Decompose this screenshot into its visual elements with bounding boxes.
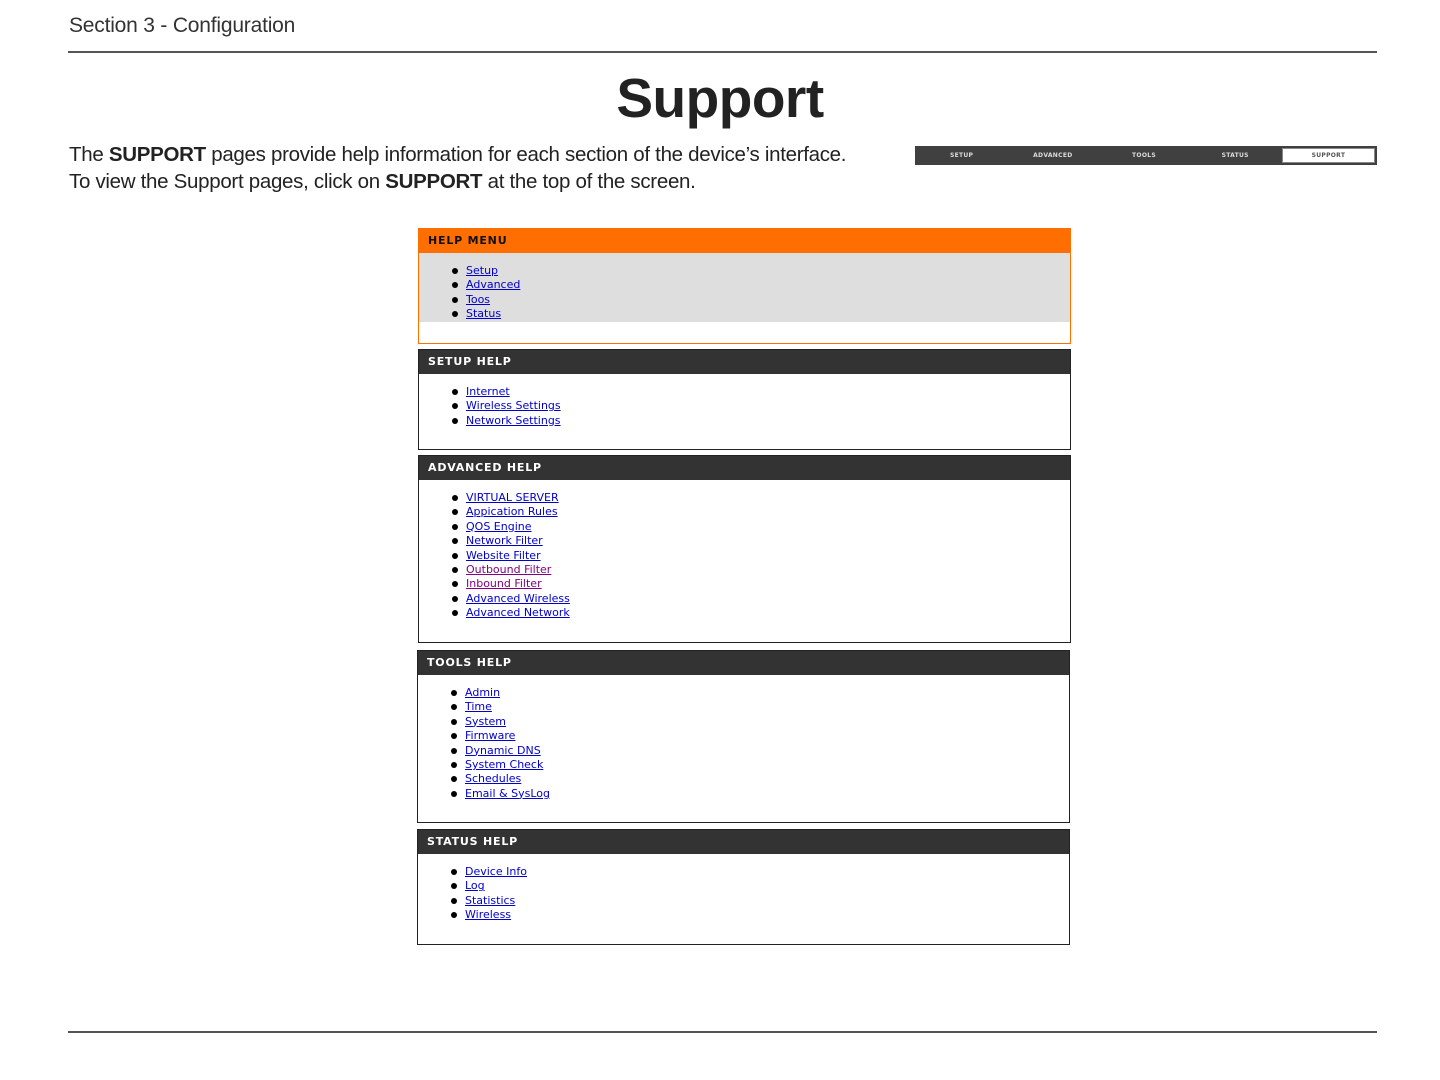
link-application-rules[interactable]: Appication Rules [466,505,558,519]
intro-text: To view the Support pages, click on [69,170,386,193]
status-help-panel [417,829,1070,945]
link-wireless[interactable]: Wireless [465,908,512,922]
intro-text: at the top of the screen. [482,170,696,193]
section-header: Section 3 - Configuration [69,14,296,37]
list-item [452,577,1070,591]
page-title: Support [616,67,824,129]
link-network-filter[interactable]: Network Filter [466,534,543,548]
link-list [419,385,1070,428]
link-inbound-filter[interactable]: Inbound Filter [466,577,542,591]
list-item [452,278,1070,292]
intro-text: The [69,143,109,166]
link-firmware[interactable]: Firmware [465,729,516,743]
link-system[interactable]: System [465,714,507,728]
list-item [452,534,1070,548]
list-item [451,772,1069,786]
list-item [452,385,1070,399]
list-item [452,505,1070,519]
panel-body [419,253,1070,322]
list-item [452,563,1070,577]
intro-emphasis: SUPPORT [108,143,206,166]
list-item [451,865,1069,879]
link-qos-engine[interactable]: QOS Engine [466,519,532,533]
list-item [451,758,1069,772]
list-item [452,414,1070,428]
tools-help-panel [417,650,1070,823]
list-item [451,700,1069,714]
link-internet[interactable]: Internet [466,385,510,398]
link-list [418,686,1069,801]
link-admin[interactable]: Admin [465,686,501,699]
link-website-filter[interactable]: Website Filter [466,548,541,562]
list-item [451,787,1069,801]
link-dynamic-dns[interactable]: Dynamic DNS [465,743,541,757]
link-advanced[interactable]: Advanced [466,278,521,292]
header-divider [68,51,1377,53]
list-item [452,264,1070,278]
link-status[interactable]: Status [466,307,502,321]
panel-body [418,854,1069,923]
intro-emphasis: SUPPORT [385,170,483,193]
list-item [452,549,1070,563]
panel-body [418,675,1069,801]
link-list [419,264,1070,322]
link-system-check[interactable]: System Check [465,757,544,771]
panel-body [419,480,1070,621]
link-device-info[interactable]: Device Info [465,865,527,878]
tab-support[interactable]: SUPPORT [1282,148,1375,163]
link-virtual-server[interactable]: VIRTUAL SERVER [466,491,559,504]
list-item [451,908,1069,922]
panel-title: HELP MENU [419,229,1070,253]
list-item [452,606,1070,620]
link-email-syslog[interactable]: Email & SysLog [465,786,550,800]
footer-divider [68,1031,1377,1033]
link-setup[interactable]: Setup [466,264,499,277]
intro-paragraph [69,141,919,195]
intro-text: pages provide help information for each section of the device’s interface. [205,143,847,166]
list-item [451,744,1069,758]
panel-title: TOOLS HELP [418,651,1069,675]
list-item [452,592,1070,606]
list-item [451,729,1069,743]
list-item [451,879,1069,893]
link-network-settings[interactable]: Network Settings [466,413,561,427]
link-log[interactable]: Log [465,879,485,893]
link-tools[interactable]: Toos [466,292,491,306]
panel-body [419,374,1070,428]
nav-tabs-thumbnail [915,146,1377,165]
list-item [452,520,1070,534]
link-list [418,865,1069,923]
link-outbound-filter[interactable]: Outbound Filter [466,562,552,576]
tab-tools[interactable]: TOOLS [1132,152,1156,159]
list-item [452,399,1070,413]
link-wireless-settings[interactable]: Wireless Settings [466,399,561,413]
advanced-help-panel [418,455,1071,643]
panel-title: STATUS HELP [418,830,1069,854]
link-advanced-network[interactable]: Advanced Network [466,606,570,620]
setup-help-panel [418,349,1071,450]
list-item [452,293,1070,307]
panel-title: ADVANCED HELP [419,456,1070,480]
tab-status[interactable]: STATUS [1221,152,1249,159]
list-item [451,894,1069,908]
tab-advanced[interactable]: ADVANCED [1033,152,1073,159]
list-item [452,491,1070,505]
link-statistics[interactable]: Statistics [465,893,516,907]
help-menu-panel [418,228,1071,344]
list-item [451,686,1069,700]
link-time[interactable]: Time [465,700,492,714]
link-advanced-wireless[interactable]: Advanced Wireless [466,591,570,605]
list-item [452,307,1070,321]
panel-title: SETUP HELP [419,350,1070,374]
link-schedules[interactable]: Schedules [465,772,522,786]
link-list [419,491,1070,621]
tab-setup[interactable]: SETUP [949,152,974,159]
list-item [451,715,1069,729]
